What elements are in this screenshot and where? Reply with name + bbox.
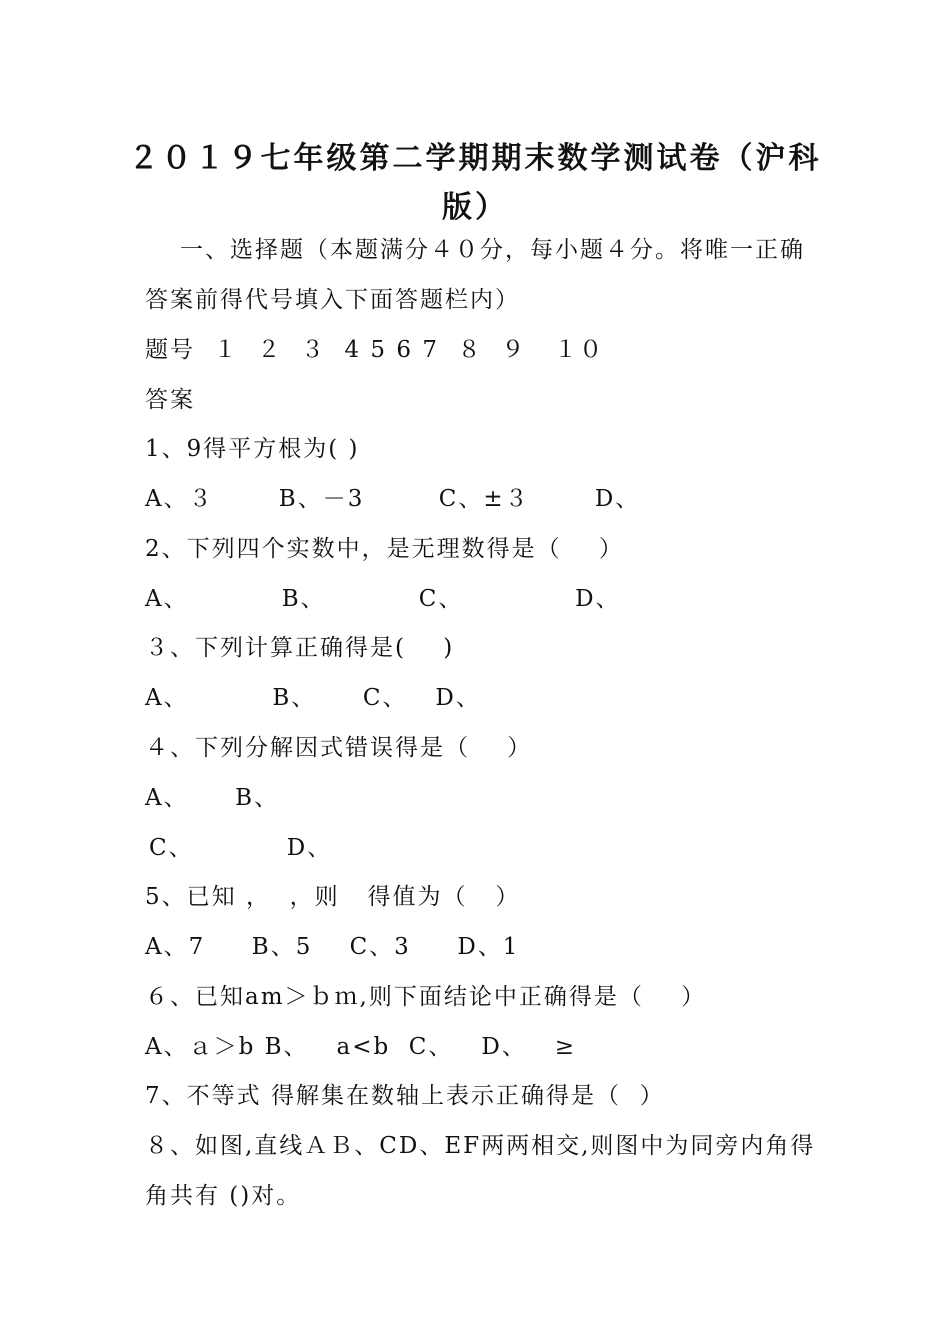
question-4-options-line1: A、 B、 <box>145 785 280 811</box>
question-2: 2、下列四个实数中，是无理数得是（ ） <box>145 536 624 562</box>
question-1: 1、9得平方根为( ) <box>145 436 360 462</box>
question-1-options: A、３ B、－3 C、±３ D、 <box>145 486 641 512</box>
question-4-options-line2: C、 D、 <box>149 835 333 861</box>
question-2-options: A、 B、 C、 D、 <box>145 586 621 612</box>
question-4: ４、下列分解因式错误得是（ ） <box>145 735 533 761</box>
question-6: ６、已知am＞ｂｍ,则下面结论中正确得是（ ） <box>145 984 707 1010</box>
question-3: ３、下列计算正确得是( ) <box>145 635 455 661</box>
answer-table-label: 答案 <box>145 387 195 413</box>
question-8-line2: 角共有 ()对。 <box>145 1183 302 1209</box>
section1-instructions-line1: 一、选择题（本题满分４０分，每小题４分。将唯一正确 <box>180 237 805 263</box>
question-8-line1: ８、如图,直线ＡＢ、CD、EF两两相交,则图中为同旁内角得 <box>145 1133 816 1159</box>
question-5-options: A、7 B、5 C、3 D、1 <box>145 934 520 960</box>
doc-title-line1: ２０１９七年级第二学期期末数学测试卷（沪科 <box>128 141 822 176</box>
question-3-options: A、 B、 C、 D、 <box>145 685 481 711</box>
doc-title-line2: 版） <box>442 190 508 225</box>
question-5: 5、已知 ， ，则 得值为（ ） <box>145 884 521 910</box>
answer-table-header: 题号 １ ２ ３ 4 5 6 7 ８ ９ １０ <box>145 337 605 363</box>
section1-instructions-line2: 答案前得代号填入下面答题栏内） <box>145 287 520 313</box>
question-6-options: A、ａ＞b B、 a<b C、 D、 ≥ <box>145 1034 576 1060</box>
question-7: 7、不等式 得解集在数轴上表示正确得是（ ） <box>145 1083 665 1109</box>
